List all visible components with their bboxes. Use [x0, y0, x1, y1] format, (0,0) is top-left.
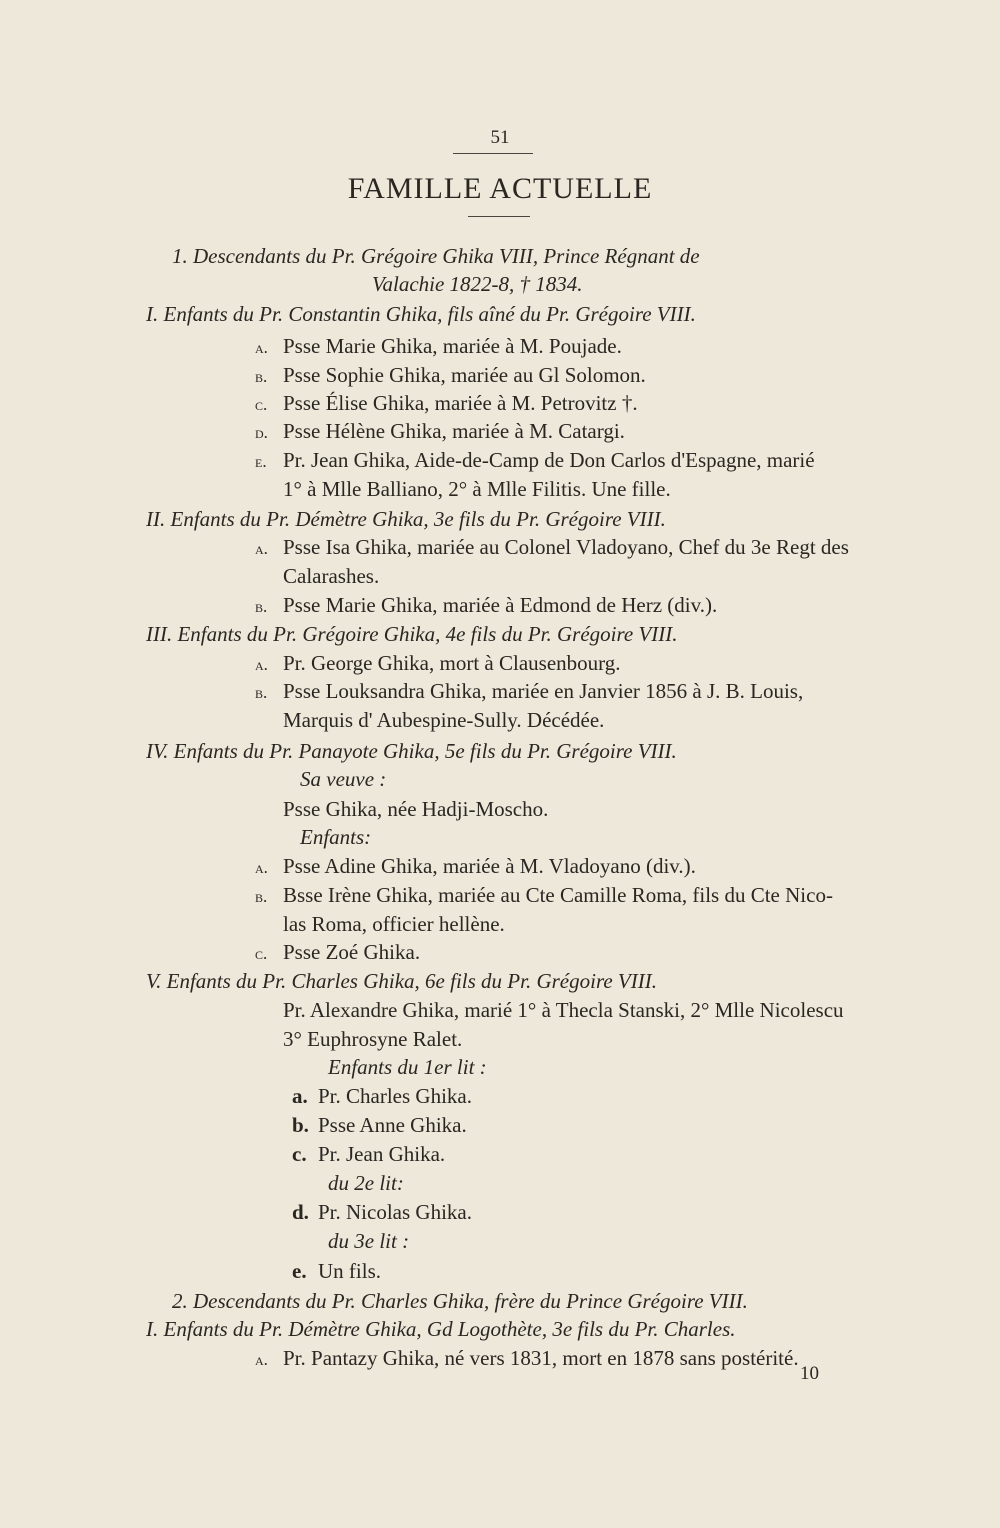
item-label: a. — [292, 1084, 308, 1108]
item-label: a. — [255, 1350, 268, 1369]
item-label: d. — [292, 1200, 309, 1224]
item-label: b. — [255, 887, 268, 906]
list-item — [255, 361, 646, 391]
list-item — [255, 649, 621, 679]
group-1-heading: I. Enfants du Pr. Constantin Ghika, fils aîné du Pr. Grégoire VIII. — [146, 302, 696, 326]
item-text: Psse Sophie Ghika, mariée au Gl Solomon. — [283, 363, 646, 387]
alexandre-line1: Pr. Alexandre Ghika, marié 1° à Thecla Stanski, 2° Mlle Nicolescu — [283, 998, 844, 1022]
item-label: a. — [255, 858, 268, 877]
page-number: 51 — [490, 127, 510, 148]
signature-mark: 10 — [800, 1363, 819, 1384]
list-item — [292, 1198, 472, 1226]
widow-label: Sa veuve : — [300, 767, 387, 791]
item-text: Pr. Jean Ghika, Aide-de-Camp de Don Carlos d'Espagne, marié — [283, 448, 815, 472]
section-2-heading: 2. Descendants du Pr. Charles Ghika, frère du Prince Grégoire VIII. — [172, 1289, 748, 1313]
group-3-heading: III. Enfants du Pr. Grégoire Ghika, 4e fils du Pr. Grégoire VIII. — [146, 622, 678, 646]
list-item — [292, 1257, 381, 1285]
item-text: Pr. Pantazy Ghika, né vers 1831, mort en 1878 sans postérité. — [283, 1346, 799, 1370]
item-label: a. — [255, 539, 268, 558]
item-label: b. — [292, 1113, 309, 1137]
item-label: a. — [255, 338, 268, 357]
list-item — [292, 1140, 445, 1168]
third-bed-label: du 3e lit : — [328, 1229, 410, 1253]
item-text: Pr. Charles Ghika. — [318, 1084, 472, 1108]
group-5-heading: V. Enfants du Pr. Charles Ghika, 6e fils du Pr. Grégoire VIII. — [146, 969, 657, 993]
list-item — [255, 332, 622, 362]
item-label: c. — [292, 1142, 307, 1166]
group-4-heading: IV. Enfants du Pr. Panayote Ghika, 5e fils du Pr. Grégoire VIII. — [146, 739, 677, 763]
item-text: Pr. George Ghika, mort à Clausenbourg. — [283, 651, 621, 675]
item-label: e. — [292, 1259, 307, 1283]
item-label: d. — [255, 423, 268, 442]
page-number-rule — [453, 153, 533, 154]
item-text: Psse Louksandra Ghika, mariée en Janvier 1856 à J. B. Louis, — [283, 679, 804, 703]
item-text: Un fils. — [318, 1259, 381, 1283]
item-text: Psse Adine Ghika, mariée à M. Vladoyano (div.). — [283, 854, 696, 878]
list-item — [292, 1111, 467, 1139]
item-continuation: Calarashes. — [283, 564, 380, 588]
item-text: Psse Zoé Ghika. — [283, 940, 421, 964]
item-continuation: Marquis d' Aubespine-Sully. Décédée. — [283, 708, 605, 732]
item-continuation: 1° à Mlle Balliano, 2° à Mlle Filitis. Une fille. — [283, 477, 671, 501]
item-text: Pr. Nicolas Ghika. — [318, 1200, 472, 1224]
list-item — [292, 1082, 472, 1110]
item-label: c. — [255, 395, 268, 414]
item-label: b. — [255, 367, 268, 386]
item-text: Psse Marie Ghika, mariée à Edmond de Herz (div.). — [283, 593, 718, 617]
title-rule — [468, 216, 530, 217]
list-item — [255, 677, 803, 707]
item-text: Psse Anne Ghika. — [318, 1113, 467, 1137]
list-item — [255, 852, 696, 882]
list-item — [255, 389, 638, 419]
list-item — [255, 938, 420, 968]
item-label: a. — [255, 655, 268, 674]
list-item — [255, 881, 833, 911]
group-6-heading: I. Enfants du Pr. Démètre Ghika, Gd Logothète, 3e fils du Pr. Charles. — [146, 1317, 736, 1341]
widow-text: Psse Ghika, née Hadji-Moscho. — [283, 797, 549, 821]
item-text: Pr. Jean Ghika. — [318, 1142, 446, 1166]
item-text: Psse Élise Ghika, mariée à M. Petrovitz †. — [283, 391, 638, 415]
list-item — [255, 446, 815, 476]
page-title: FAMILLE ACTUELLE — [347, 172, 653, 205]
list-item — [255, 591, 717, 621]
alexandre-line2: 3° Euphrosyne Ralet. — [283, 1027, 463, 1051]
section-1-heading-line2: Valachie 1822-8, † 1834. — [372, 272, 583, 296]
item-label: e. — [255, 452, 267, 471]
item-text: Psse Marie Ghika, mariée à M. Poujade. — [283, 334, 622, 358]
item-label: b. — [255, 597, 268, 616]
section-1-heading-line1: 1. Descendants du Pr. Grégoire Ghika VIII, Prince Régnant de — [172, 244, 700, 268]
list-item — [255, 533, 849, 563]
item-continuation: las Roma, officier hellène. — [283, 912, 505, 936]
group-2-heading: II. Enfants du Pr. Démètre Ghika, 3e fils du Pr. Grégoire VIII. — [146, 507, 666, 531]
item-label: c. — [255, 944, 268, 963]
item-text: Psse Isa Ghika, mariée au Colonel Vladoyano, Chef du 3e Regt des — [283, 535, 849, 559]
children-label: Enfants: — [300, 825, 372, 849]
item-label: b. — [255, 683, 268, 702]
item-text: Psse Hélène Ghika, mariée à M. Catargi. — [283, 419, 625, 443]
second-bed-label: du 2e lit: — [328, 1171, 404, 1195]
first-bed-label: Enfants du 1er lit : — [328, 1055, 487, 1079]
list-item — [255, 417, 625, 447]
list-item — [255, 1344, 799, 1374]
item-text: Bsse Irène Ghika, mariée au Cte Camille Roma, fils du Cte Nico- — [283, 883, 833, 907]
